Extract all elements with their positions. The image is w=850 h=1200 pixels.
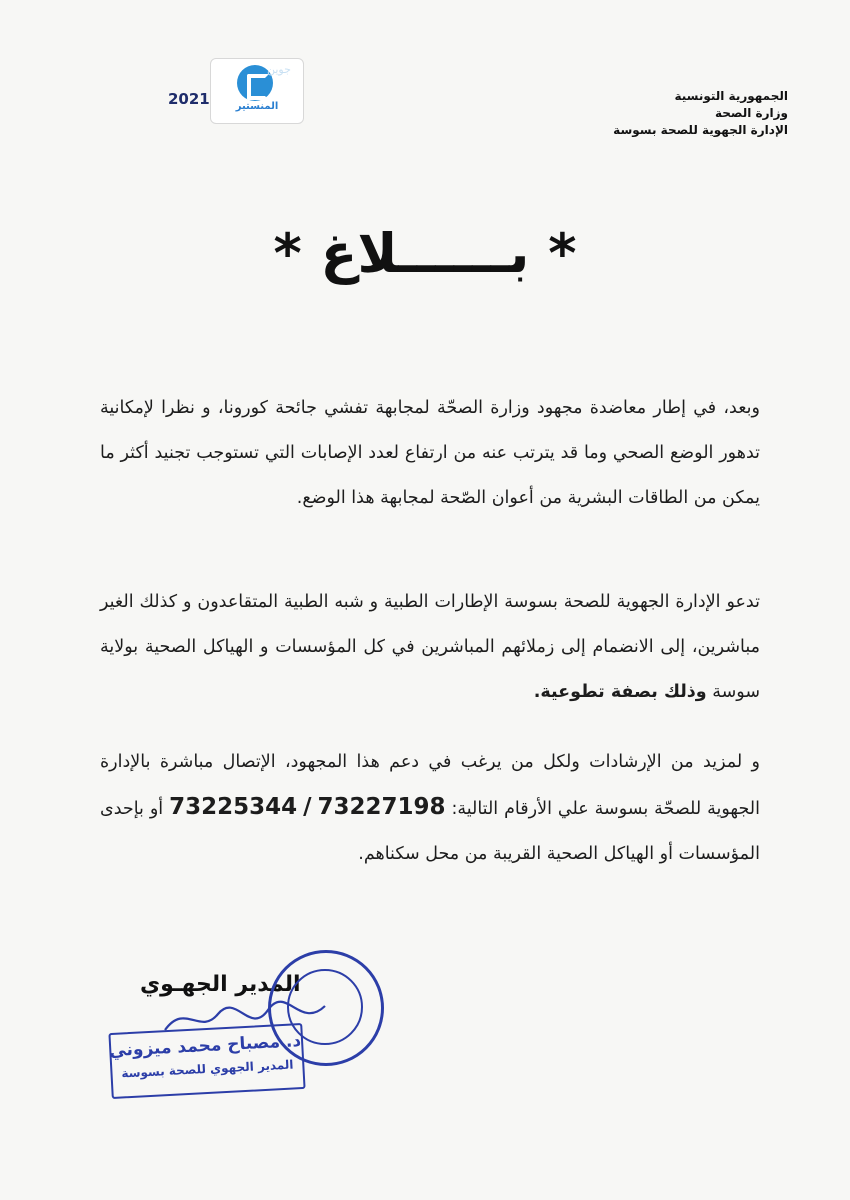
phone-number-2: 73225344 [169, 794, 298, 820]
signature-title: المدير الجهـوي [140, 972, 301, 997]
paragraph-contact [100, 740, 760, 877]
volunteer-emphasis: وذلك بصفة تطوعية. [533, 682, 707, 702]
org-line-regional-directorate: الإدارة الجهوية للصحة بسوسة [613, 123, 788, 137]
paragraph-call [100, 580, 760, 715]
logo-city-text: المنستير [235, 101, 279, 112]
paragraph-context: وبعد، في إطار معاضدة مجهود وزارة الصحّة لمجابهة تفشي جائحة كورونا، و نظرا لإمكانية تدهور الوضع الصحي وما قد يترتب عنه من ارتفاع لعدد الإصابات التي تستوجب تجنيد أكثر ما يمكن من الطاقات البشرية من أعوان الصّحة لمجابهة هذا الوضع. [100, 398, 760, 508]
org-line-ministry: وزارة الصحة [714, 106, 788, 120]
year-label: 2021 [168, 90, 210, 108]
phone-separator: / [303, 794, 312, 820]
org-line-country: الجمهورية التونسية [674, 89, 788, 103]
contact-intro: و لمزيد من الإرشادات ولكل من يرغب في دعم هذا المجهود، الإتصال مباشرة بالإدارة الجهوية للصحّة بسوسة علي الأرقام التالية: [100, 752, 760, 819]
page-title: * بــــــلاغ * [273, 222, 577, 285]
organization-header [613, 88, 788, 139]
logo-script-text: جوين [267, 63, 291, 76]
stamp-name: د. مصباح محمد ميزوني [108, 1031, 302, 1062]
paragraph-call-text: تدعو الإدارة الجهوية للصحة بسوسة الإطارات الطبية و شبه الطبية المتقاعدون و كذلك الغير مباشرين، إلى الانضمام إلى زملائهم المباشرين في كل المؤسسات و الهياكل الصحية بولاية سوسة [100, 592, 760, 702]
phone-number-1: 73227198 [317, 794, 446, 820]
contact-outro: أو بإحدى المؤسسات أو الهياكل الصحية القريبة من محل سكناهم. [100, 799, 760, 864]
stamp-role: المدير الجهوي للصحة بسوسة [121, 1057, 294, 1081]
name-stamp [108, 1023, 305, 1099]
watermark-logo [210, 58, 304, 124]
